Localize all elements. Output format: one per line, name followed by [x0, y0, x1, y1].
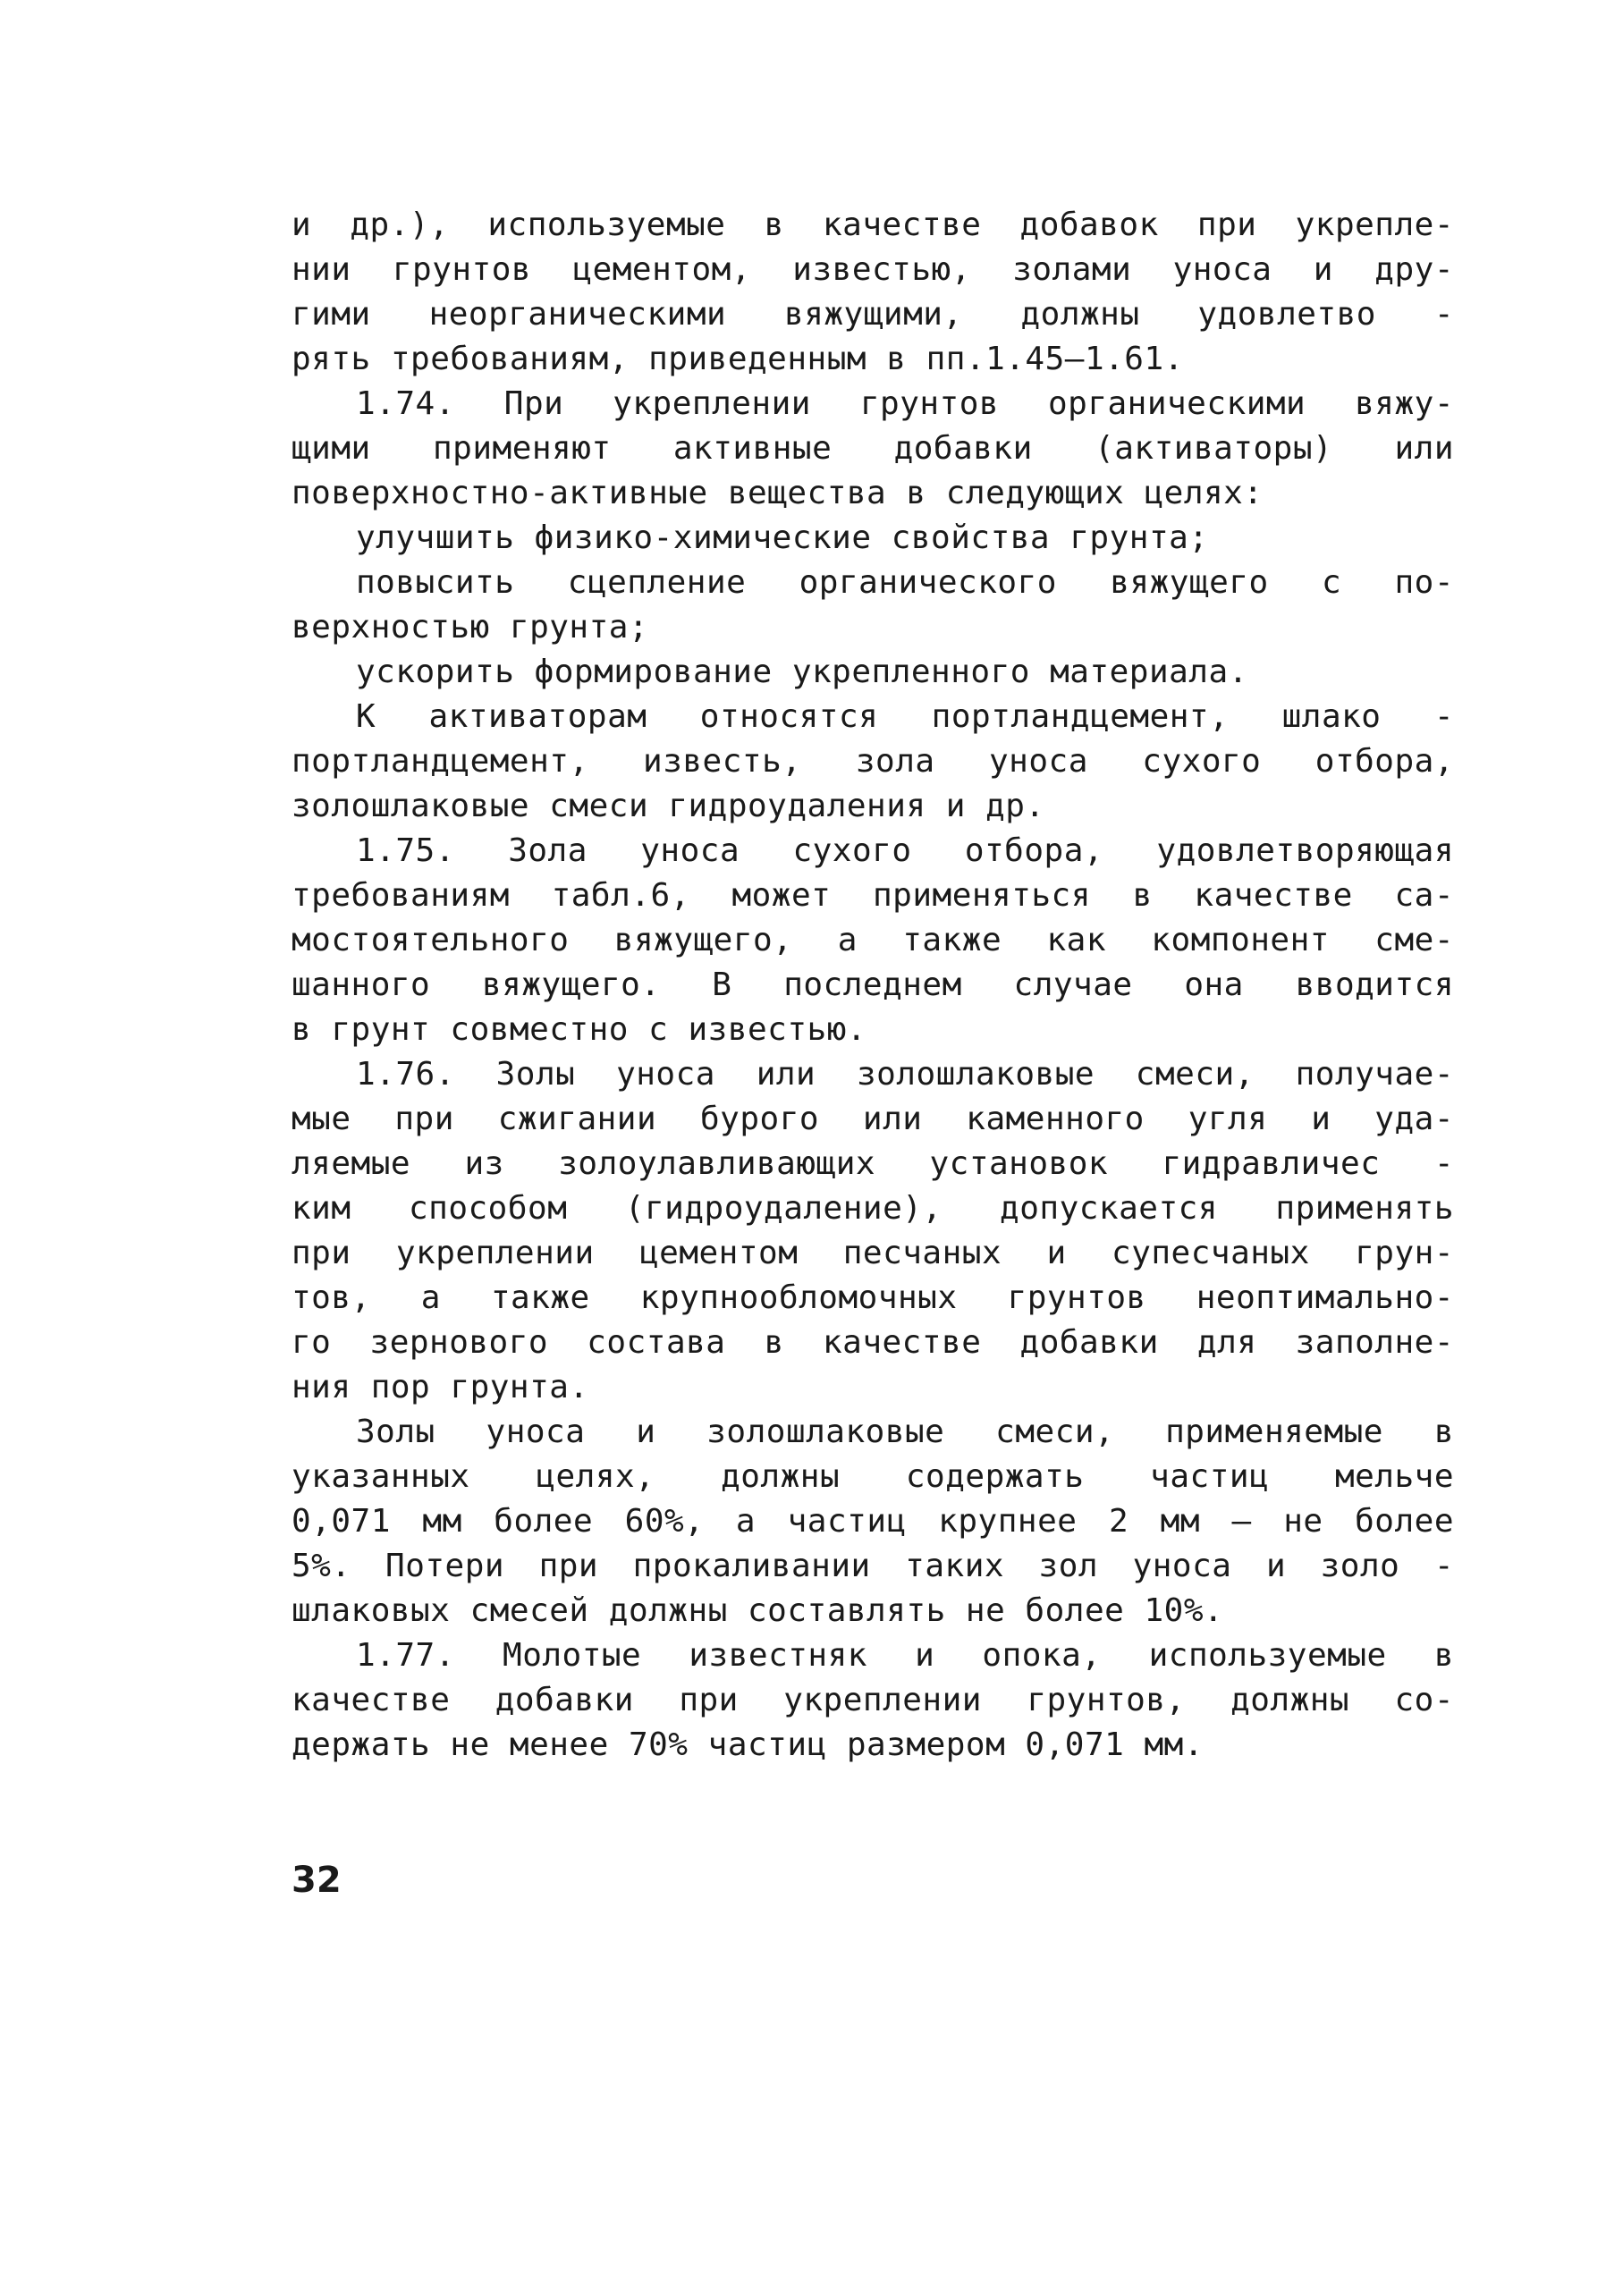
- text-line: тов, а также крупнообломочных грунтов неоптимально-: [292, 1279, 1454, 1316]
- text-line: 1.77. Молотые известняк и опока, используемые в: [356, 1637, 1454, 1674]
- text-line: мостоятельного вяжущего, а также как компонент сме-: [292, 922, 1454, 958]
- text-line: ускорить формирование укрепленного материала.: [356, 654, 1248, 690]
- text-line: Золы уноса и золошлаковые смеси, применяемые в: [356, 1414, 1454, 1450]
- text-line: шлаковых смесей должны составлять не более 10%.: [292, 1592, 1224, 1629]
- text-line: гими неорганическими вяжущими, должны удовлетво -: [292, 296, 1454, 333]
- text-line: нии грунтов цементом, известью, золами уноса и дру-: [292, 251, 1454, 288]
- text-line: требованиям табл.6, может применяться в качестве са-: [292, 877, 1454, 914]
- body-text: [292, 204, 1454, 1768]
- text-line: держать не менее 70% частиц размером 0,071 мм.: [292, 1726, 1204, 1763]
- text-line: рять требованиям, приведенным в пп.1.45–1.61.: [292, 341, 1184, 377]
- text-line: К активаторам относятся портландцемент, шлако -: [356, 698, 1454, 735]
- text-line: го зернового состава в качестве добавки для заполне-: [292, 1324, 1454, 1361]
- text-line: и др.), используемые в качестве добавок при укрепле-: [292, 207, 1454, 243]
- text-line: в грунт совместно с известью.: [292, 1011, 867, 1048]
- text-line: щими применяют активные добавки (активаторы) или: [292, 430, 1454, 467]
- text-line: поверхностно-активные вещества в следующих целях:: [292, 475, 1264, 511]
- page-number: 32: [292, 1860, 342, 1901]
- text-line: повысить сцепление органического вяжущего с по-: [356, 564, 1454, 601]
- text-line: ким способом (гидроудаление), допускается применять: [292, 1190, 1454, 1227]
- text-line: 1.74. При укреплении грунтов органическими вяжу-: [356, 385, 1454, 422]
- text-line: качестве добавки при укреплении грунтов, должны со-: [292, 1682, 1454, 1718]
- text-line: при укреплении цементом песчаных и супесчаных грун-: [292, 1235, 1454, 1271]
- text-line: золошлаковые смеси гидроудаления и др.: [292, 788, 1045, 824]
- text-line: мые при сжигании бурого или каменного угля и уда-: [292, 1101, 1454, 1137]
- text-line: 0,071 мм более 60%, а частиц крупнее 2 мм – не более: [292, 1503, 1454, 1540]
- text-line: портландцемент, известь, зола уноса сухого отбора,: [292, 743, 1454, 780]
- text-line: улучшить физико-химические свойства грунта;: [356, 519, 1209, 556]
- text-line: 5%. Потери при прокаливании таких зол уноса и золо -: [292, 1548, 1454, 1584]
- text-line: 1.75. Зола уноса сухого отбора, удовлетворяющая: [356, 832, 1454, 869]
- text-line: ляемые из золоулавливающих установок гидравличес -: [292, 1145, 1454, 1182]
- text-line: 1.76. Золы уноса или золошлаковые смеси, получае-: [356, 1056, 1454, 1093]
- text-line: верхностью грунта;: [292, 609, 649, 646]
- text-line: шанного вяжущего. В последнем случае она вводится: [292, 967, 1454, 1003]
- text-line: ния пор грунта.: [292, 1369, 589, 1405]
- text-line: указанных целях, должны содержать частиц мельче: [292, 1458, 1454, 1495]
